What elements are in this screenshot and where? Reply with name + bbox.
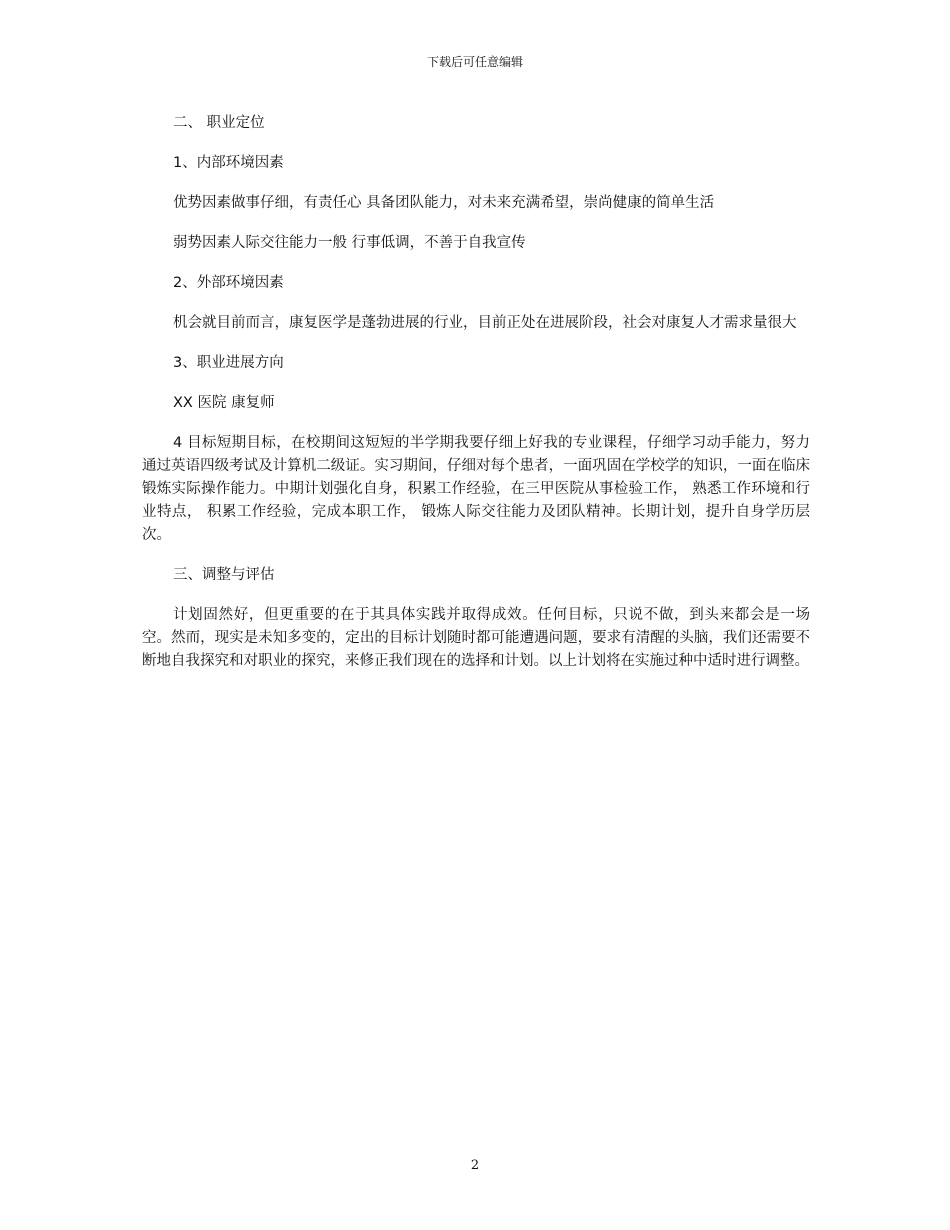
subheading-external-factors: 2、外部环境因素 bbox=[173, 275, 284, 291]
section-heading-adjustment: 三、调整与评估 bbox=[173, 567, 275, 583]
section-heading-career-positioning: 二、 职业定位 bbox=[173, 115, 265, 131]
paragraph-adjustment: 计划固然好，但更重要的在于其具体实践并取得成效。任何目标，只说不做，到头来都会是一场空。然而，现实是未知多变的，定出的目标计划随时都可能遭遇问题，要求有清醒的头脑，我们还需要不断地自我探究和对职业的探究，来修正我们现在的选择和计划。以上计划将在实施过种中适时进行调整。 bbox=[142, 607, 810, 669]
document-body bbox=[142, 112, 810, 690]
subheading-career-direction: 3、职业进展方向 bbox=[173, 355, 284, 371]
paragraph-strengths: 优势因素做事仔细，有责任心 具备团队能力，对未来充满希望，崇尚健康的简单生活 bbox=[173, 195, 715, 211]
paragraph-goals: 4 目标短期目标，在校期间这短短的半学期我要仔细上好我的专业课程，仔细学习动手能力，努力通过英语四级考试及计算机二级证。实习期间，仔细对每个患者，一面巩固在学校学的知识，一面在临床锻炼实际操作能力。中期计划强化自身，积累工作经验，在三甲医院从事检验工作， 熟悉工作环境和行业特点， 积累工作经验，完成本职工作， 锻炼人际交往能力及团队精神。长期计划，提升自身学历层次。 bbox=[142, 435, 810, 543]
page-header: 下载后可任意编辑 bbox=[426, 55, 523, 69]
subheading-internal-factors: 1、内部环境因素 bbox=[173, 155, 284, 171]
page-number: 2 bbox=[470, 1158, 480, 1173]
paragraph-opportunities: 机会就目前而言，康复医学是蓬勃进展的行业，目前正处在进展阶段，社会对康复人才需求量很大 bbox=[173, 315, 797, 331]
paragraph-weaknesses: 弱势因素人际交往能力一般 行事低调，不善于自我宣传 bbox=[173, 235, 526, 251]
paragraph-career-direction: XX 医院 康复师 bbox=[173, 395, 275, 411]
